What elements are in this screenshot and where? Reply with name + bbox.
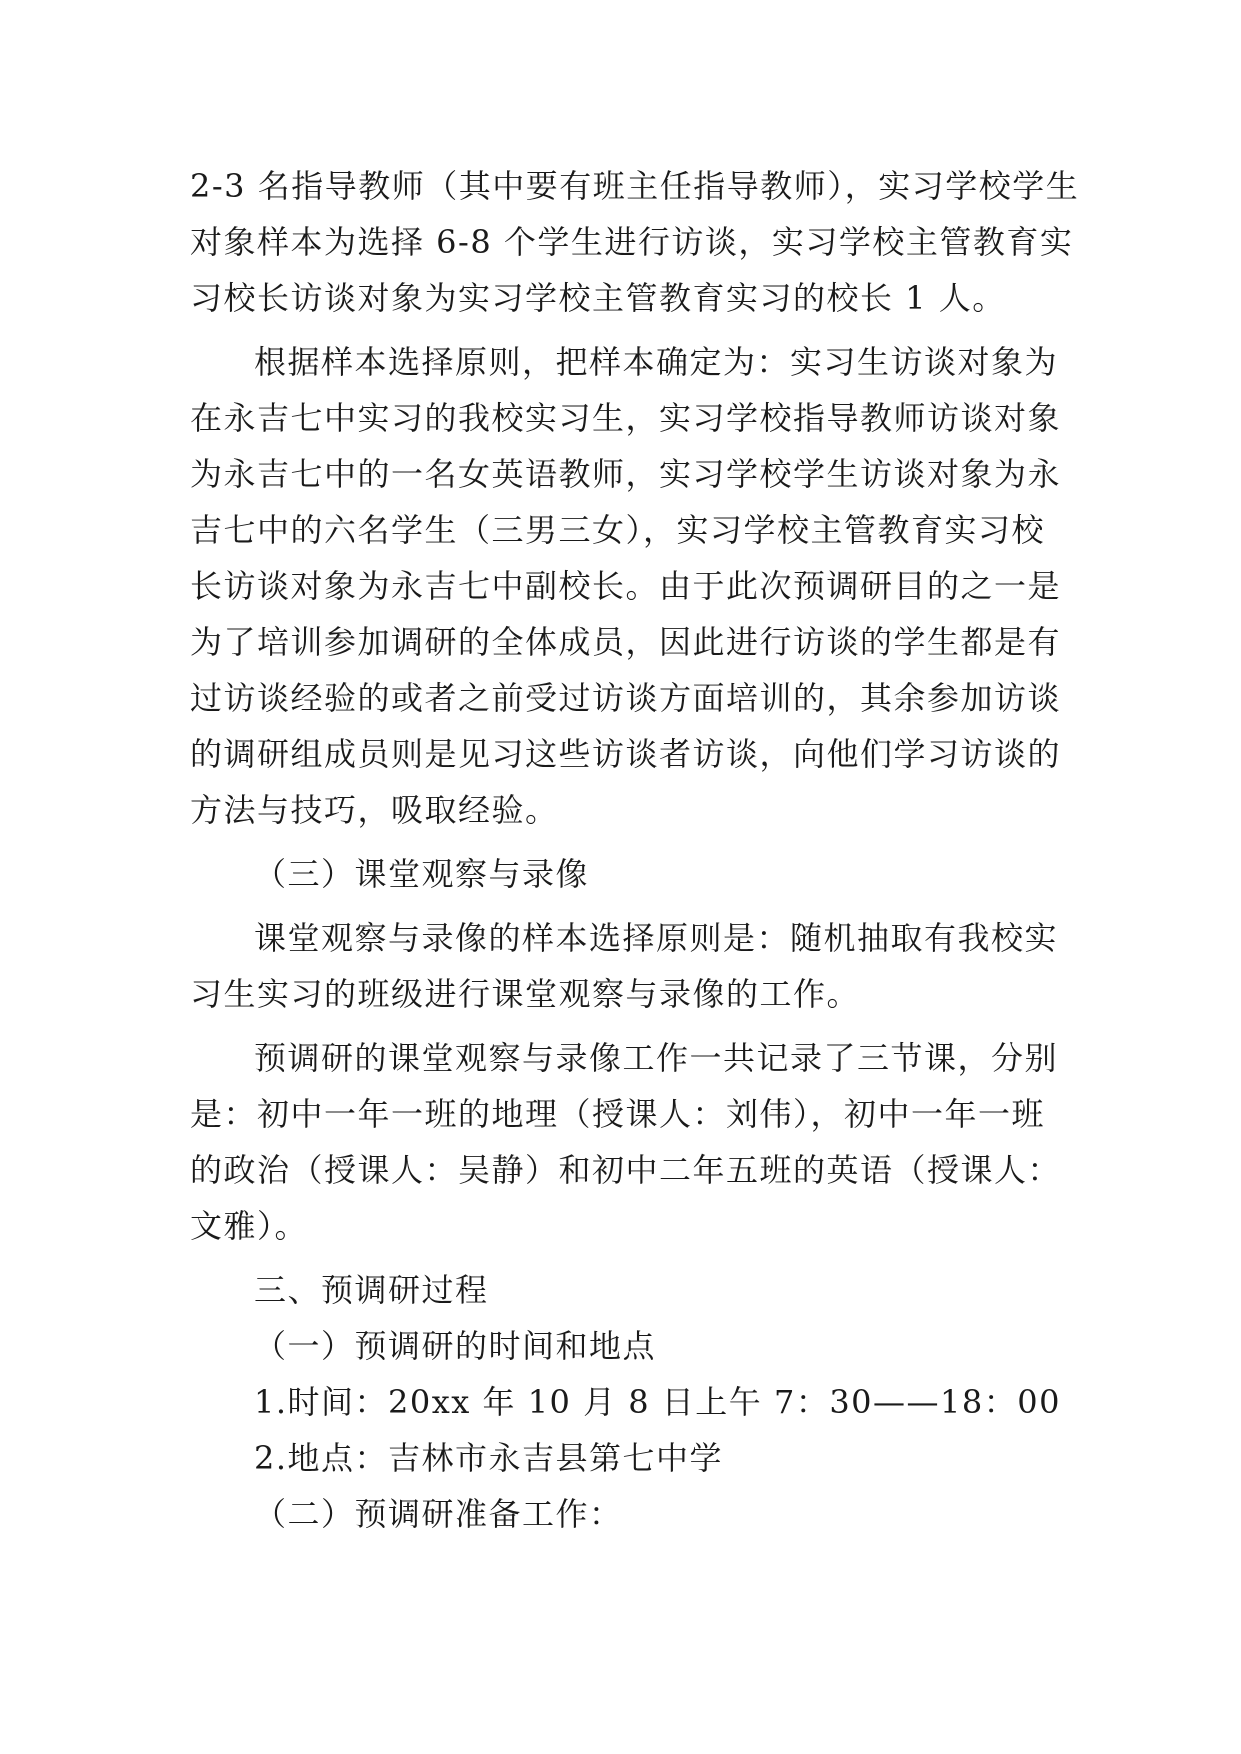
paragraph-line: 为永吉七中的一名女英语教师，实习学校学生访谈对象为永	[190, 455, 1062, 493]
section-heading: （三）课堂观察与录像	[254, 855, 590, 893]
paragraph-line: 是：初中一年一班的地理（授课人：刘伟），初中一年一班	[190, 1095, 1046, 1133]
paragraph-line: 方法与技巧，吸取经验。	[190, 791, 559, 829]
paragraph-line: 2.地点：吉林市永吉县第七中学	[254, 1439, 724, 1477]
paragraph-line: 预调研的课堂观察与录像工作一共记录了三节课，分别	[254, 1039, 1059, 1077]
paragraph-line: 1.时间：20xx 年 10 月 8 日上午 7：30——18：00	[254, 1383, 1061, 1421]
paragraph-line: 对象样本为选择 6-8 个学生进行访谈，实习学校主管教育实	[190, 223, 1074, 261]
paragraph-line: 文雅）。	[190, 1207, 309, 1245]
section-heading: （二）预调研准备工作：	[254, 1495, 623, 1533]
paragraph-line: 的调研组成员则是见习这些访谈者访谈，向他们学习访谈的	[190, 735, 1062, 773]
paragraph-line: 2-3 名指导教师（其中要有班主任指导教师），实习学校学生	[190, 167, 1080, 205]
paragraph-line: 习校长访谈对象为实习学校主管教育实习的校长 1 人。	[190, 279, 1006, 317]
paragraph-line: 过访谈经验的或者之前受过访谈方面培训的，其余参加访谈	[190, 679, 1062, 717]
paragraph-line: 课堂观察与录像的样本选择原则是：随机抽取有我校实	[254, 919, 1059, 957]
paragraph-line: 的政治（授课人：吴静）和初中二年五班的英语（授课人：	[190, 1151, 1062, 1189]
section-heading: （一）预调研的时间和地点	[254, 1327, 657, 1365]
section-heading: 三、预调研过程	[254, 1271, 489, 1309]
paragraph-line: 吉七中的六名学生（三男三女），实习学校主管教育实习校	[190, 511, 1046, 549]
paragraph-line: 为了培训参加调研的全体成员，因此进行访谈的学生都是有	[190, 623, 1062, 661]
paragraph-line: 长访谈对象为永吉七中副校长。由于此次预调研目的之一是	[190, 567, 1062, 605]
paragraph-line: 习生实习的班级进行课堂观察与录像的工作。	[190, 975, 861, 1013]
paragraph-line: 在永吉七中实习的我校实习生，实习学校指导教师访谈对象	[190, 399, 1062, 437]
paragraph-line: 根据样本选择原则，把样本确定为：实习生访谈对象为	[254, 343, 1059, 381]
